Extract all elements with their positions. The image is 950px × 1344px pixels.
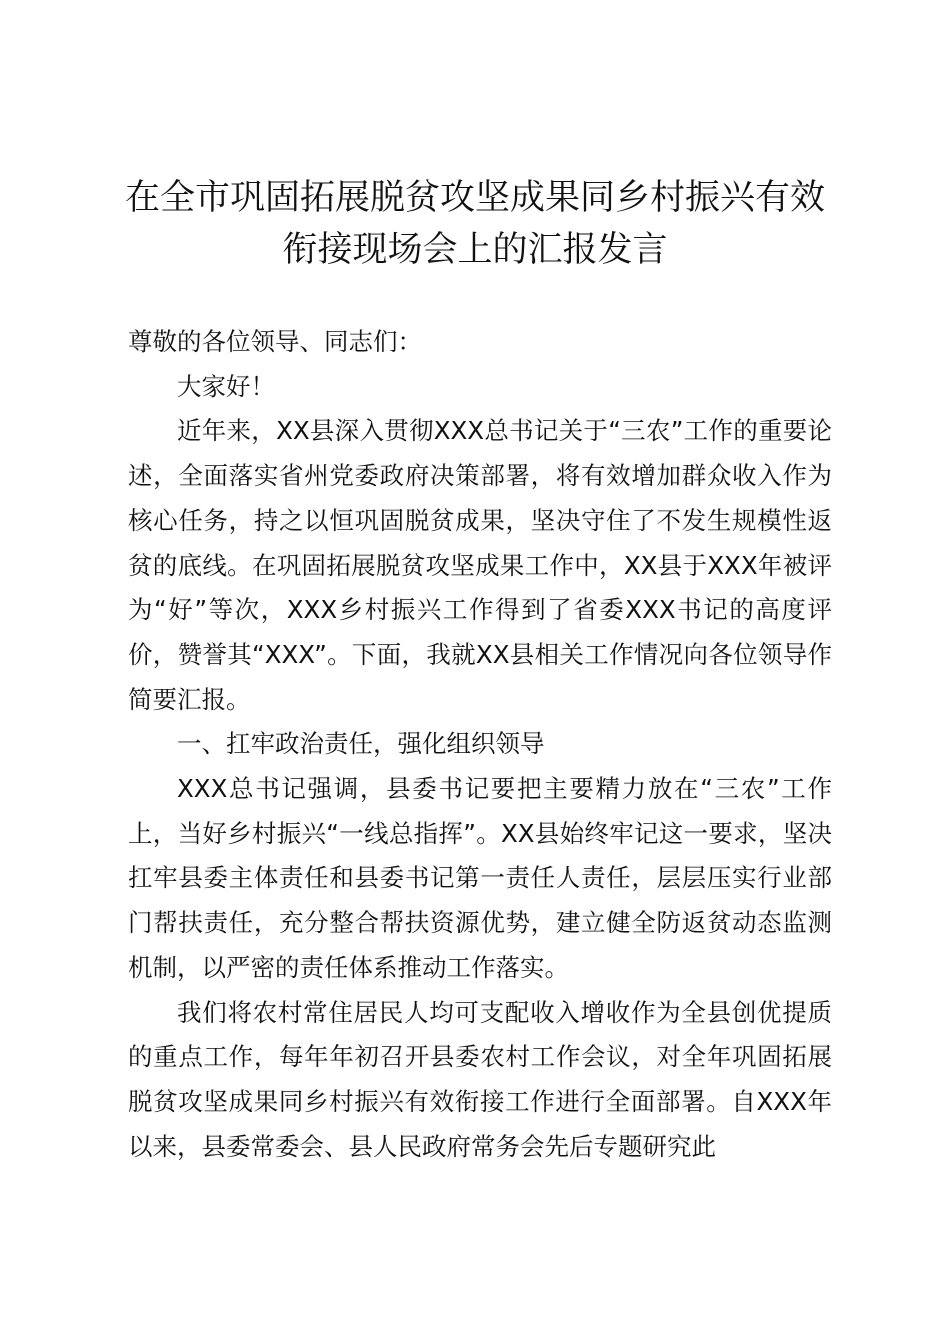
paragraph-intro: 近年来，XX县深入贯彻XXX总书记关于“三农”工作的重要论述，全面落实省州党委政府决策部署，将有效增加群众收入作为核心任务，持之以恒巩固脱贫成果，坚决守住了不发生规模性返贫的底线。在巩固拓展脱贫攻坚成果工作中，XX县于XXX年被评为“好”等次，XXX乡村振兴工作得到了省委XXX书记的高度评价，赞誉其“XXX”。下面，我就XX县相关工作情况向各位领导作简要汇报。 — [128, 416, 832, 714]
document-body — [128, 320, 832, 1169]
section-heading-1: 一、扛牢政治责任，强化组织领导 — [177, 729, 545, 759]
document-title — [110, 172, 840, 276]
title-line-2: 衔接现场会上的汇报发言 — [282, 230, 668, 270]
greeting: 大家好！ — [177, 371, 275, 401]
paragraph-section-1: XXX总书记强调，县委书记要把主要精力放在“三农”工作上，当好乡村振兴“一线总指挥”。XX县始终牢记这一要求，坚决扛牢县委主体责任和县委书记第一责任人责任，层层压实行业部门帮扶责任，充分整合帮扶资源优势，建立健全防返贫动态监测机制，以严密的责任体系推动工作落实。 — [128, 774, 832, 982]
title-line-1: 在全市巩固拓展脱贫攻坚成果同乡村振兴有效 — [124, 178, 825, 218]
salutation: 尊敬的各位领导、同志们： — [128, 327, 422, 356]
paragraph-section-1-cont: 我们将农村常住居民人均可支配收入增收作为全县创优提质的重点工作，每年年初召开县委农村工作会议，对全年巩固拓展脱贫攻坚成果同乡村振兴有效衔接工作进行全面部署。自XXX年以来，县委常委会、县人民政府常务会先后专题研究此 — [128, 997, 832, 1161]
